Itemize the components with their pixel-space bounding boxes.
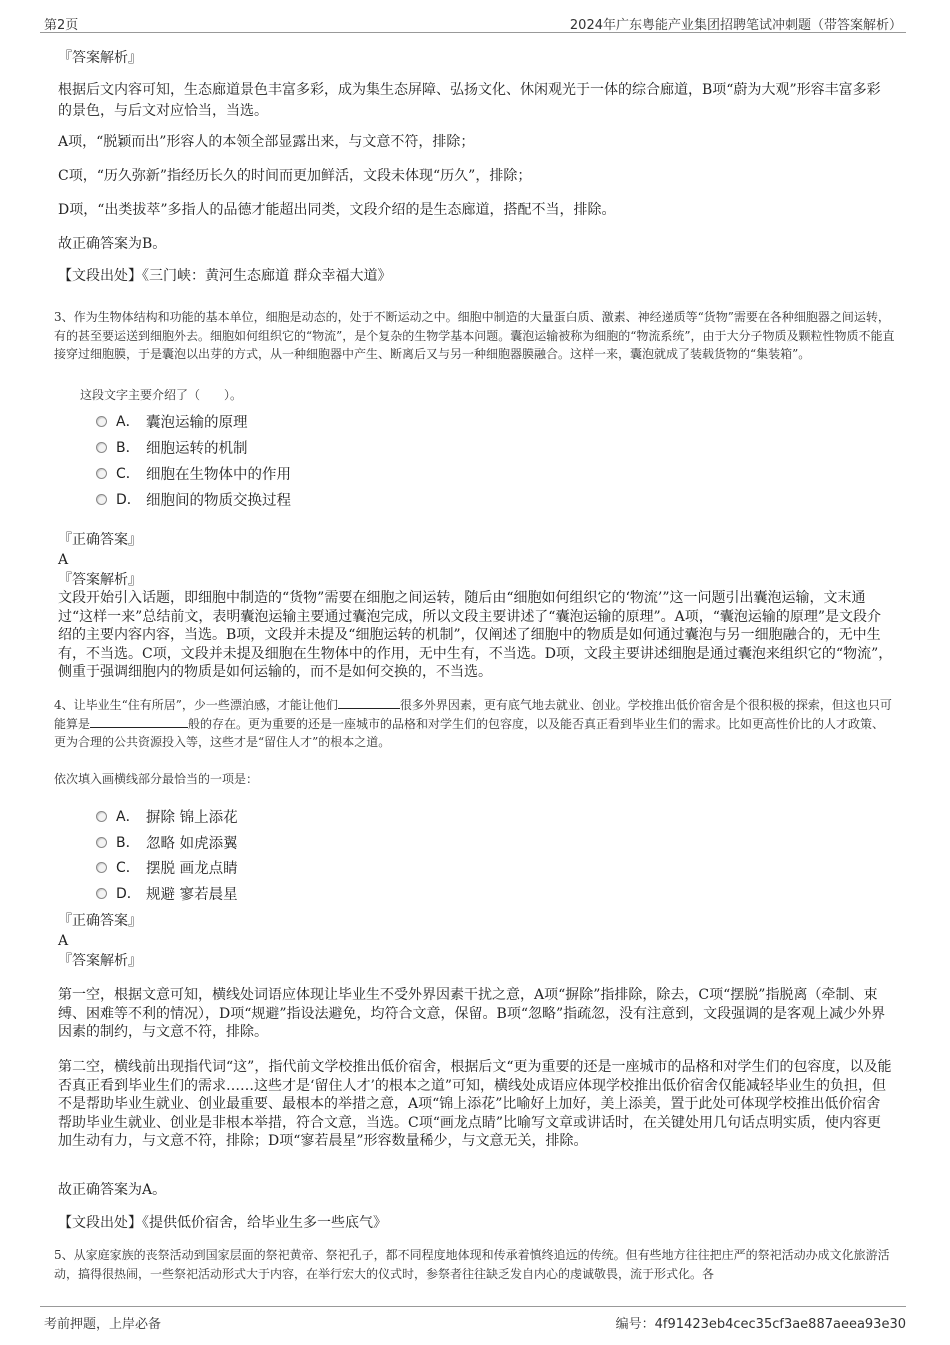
page-header — [40, 12, 906, 33]
q4-stem — [54, 696, 896, 752]
option-text: 细胞运转的机制 — [146, 440, 248, 457]
q4-option-c[interactable] — [96, 857, 238, 877]
q3-answer: A — [58, 552, 69, 568]
radio-icon[interactable] — [96, 888, 107, 899]
q2-conclusion: 故正确答案为B。 — [58, 236, 167, 252]
radio-icon[interactable] — [96, 468, 107, 479]
q4-option-b[interactable] — [96, 832, 238, 852]
document-code — [616, 1313, 906, 1332]
q2-analysis-p2: A项，“脱颖而出”形容人的本领全部显露出来，与文意不符，排除； — [58, 134, 475, 150]
page-number: 第2页 — [44, 18, 79, 33]
radio-icon[interactable] — [96, 837, 107, 848]
q3-question: 这段文字主要介绍了（ ）。 — [80, 388, 243, 402]
radio-icon[interactable] — [96, 494, 107, 505]
option-text: 摒除 锦上添花 — [146, 809, 238, 826]
option-text: 细胞间的物质交换过程 — [146, 492, 291, 509]
q2-analysis-label: 『答案解析』 — [58, 50, 142, 66]
q4-option-a[interactable] — [96, 806, 238, 826]
option-key: D． — [116, 492, 141, 508]
option-key: C． — [116, 860, 140, 876]
q4-analysis-p2: 第二空，横线前出现指代词“这”，指代前文学校推出低价宿舍，根据后文“更为重要的还是一座城市的品格和对学生们的包容度，以及能否真正看到毕业生们的需求……这些才是‘留住人才’的根本之道”可知，横线处成语应体现学校推出低价宿舍仅能减轻毕业生的负担，但不是帮助毕业生就业、创业最重要、最根本的举措之意，A项“锦上添花”比喻好上加好，美上添美，置于此处可体现学校推出低价宿舍帮助毕业生就业、创业是非根本举措，符合文意，当选。C项“画龙点睛”比喻写文章或讲话时，在关键处用几句话点明实质，使内容更加生动有力，与文意不符，排除；D项“寥若晨星”形容数量稀少，与文意无关，排除。 — [58, 1059, 892, 1150]
q3-stem: 3、作为生物体结构和功能的基本单位，细胞是动态的，处于不断运动之中。细胞中制造的大量蛋白质、激素、神经递质等“货物”需要在各种细胞器之间运转，有的甚至要运送到细胞外去。细胞如何组织它的“物流”，是个复杂的生物学基本问题。囊泡运输被称为细胞的“物流系统”，由于大分子物质及颗粒性物质不能直接穿过细胞膜，于是囊泡以出芽的方式，从一种细胞器中产生、断离后又与另一种细胞器膜融合。这样一来，囊泡就成了装载货物的“集装箱”。 — [54, 310, 895, 361]
footer-slogan: 考前押题，上岸必备 — [44, 1317, 162, 1332]
document-title: 2024年广东粤能产业集团招聘笔试冲刺题（带答案解析） — [569, 18, 902, 33]
q4-analysis-p1: 第一空，根据文意可知，横线处词语应体现让毕业生不受外界因素干扰之意，A项“摒除”指排除，除去，C项“摆脱”指脱离（牵制、束缚、困难等不利的情况），D项“规避”指设法避免，均符合文意，保留。B项“忽略”指疏忽，没有注意到，文段强调的是客观上减少外界因素的制约，与文意不符，排除。 — [58, 987, 886, 1041]
option-key: C． — [116, 466, 140, 482]
option-text: 细胞在生物体中的作用 — [146, 466, 291, 483]
q2-analysis-p4: D项，“出类拔萃”多指人的品德才能超出同类，文段介绍的是生态廊道，搭配不当，排除。 — [58, 202, 616, 218]
code-value: 4f91423eb4cec35cf3ae887aeea93e30 — [654, 1317, 906, 1332]
q3-analysis: 文段开始引入话题，即细胞中制造的“货物”需要在细胞之间运转，随后由“细胞如何组织它的‘物流’”这一问题引出囊泡运输，文末通过“这样一来”总结前文，表明囊泡运输主要通过囊泡完成，所以文段主要讲述了“囊泡运输的原理”。A项，“囊泡运输的原理”是文段介绍的主要内容内容，当选。B项，文段并未提及“细胞运转的机制”，仅阐述了细胞中的物质是如何通过囊泡与另一细胞融合的，无中生有，不当选。C项，文段并未提及细胞在生物体中的作用，无中生有，不当选。D项，文段主要讲述细胞是通过囊泡来组织它的“物流”，侧重于强调细胞内的物质是如何运输的，而不是如何交换的，不当选。 — [58, 590, 893, 681]
q4-question: 依次填入画横线部分最恰当的一项是： — [54, 772, 259, 786]
q3-option-b[interactable] — [96, 437, 248, 457]
q4-answer: A — [58, 933, 69, 949]
radio-icon[interactable] — [96, 862, 107, 873]
q3-analysis-label: 『答案解析』 — [58, 572, 142, 588]
q3-option-a[interactable] — [96, 411, 248, 431]
radio-icon[interactable] — [96, 811, 107, 822]
radio-icon[interactable] — [96, 416, 107, 427]
blank-2 — [90, 715, 188, 728]
page-footer — [40, 1306, 906, 1331]
option-key: A． — [116, 809, 140, 825]
q4-stem-part1: 4、让毕业生“住有所居”，少一些漂泊感，才能让他们 — [54, 698, 338, 712]
option-key: B． — [116, 440, 140, 456]
code-label: 编号： — [615, 1317, 655, 1332]
q3-option-d[interactable] — [96, 489, 291, 509]
q4-conclusion: 故正确答案为A。 — [58, 1182, 167, 1198]
option-text: 囊泡运输的原理 — [146, 414, 248, 431]
option-text: 摆脱 画龙点睛 — [146, 860, 238, 877]
blank-1 — [338, 696, 400, 709]
radio-icon[interactable] — [96, 442, 107, 453]
q4-stem-part3: 般的存在。更为重要的还是一座城市的品格和对学生们的包容度，以及能否真正看到毕业生们的需求。比如更高性价比的人才政策、更为合理的公共资源投入等，这些才是“留住人才”的根本之道。 — [54, 716, 885, 749]
q4-stem-part2: 很多外界因素，更有底气地去就业、创业。学校推出低价宿舍是个很积极的探索，但这也只可能算是 — [54, 698, 892, 731]
q4-analysis-label: 『答案解析』 — [58, 953, 142, 969]
q2-source: 【文段出处】《三门峡：黄河生态廊道 群众幸福大道》 — [58, 268, 392, 284]
q5-stem: 5、从家庭家族的丧祭活动到国家层面的祭祀黄帝、祭祀孔子，都不同程度地体现和传承着慎终追远的传统。但有些地方往往把庄严的祭祀活动办成文化旅游活动，搞得很热闹，一些祭祀活动形式大于内容，在举行宏大的仪式时，参祭者往往缺乏发自内心的虔诚敬畏，流于形式化。各 — [54, 1248, 890, 1281]
option-text: 忽略 如虎添翼 — [146, 835, 238, 852]
q3-answer-label: 『正确答案』 — [58, 532, 142, 548]
q3-option-c[interactable] — [96, 463, 291, 483]
q2-analysis-p3: C项，“历久弥新”指经历长久的时间而更加鲜活，文段未体现“历久”，排除； — [58, 168, 532, 184]
q2-analysis-p1: 根据后文内容可知，生态廊道景色丰富多彩，成为集生态屏障、弘扬文化、休闲观光于一体的综合廊道，B项“蔚为大观”形容丰富多彩的景色，与后文对应恰当，当选。 — [58, 82, 881, 119]
option-key: B． — [116, 835, 140, 851]
option-key: A． — [116, 414, 140, 430]
q4-source: 【文段出处】《提供低价宿舍，给毕业生多一些底气》 — [58, 1215, 387, 1231]
q4-answer-label: 『正确答案』 — [58, 913, 142, 929]
q4-option-d[interactable] — [96, 883, 238, 903]
option-key: D． — [116, 886, 141, 902]
option-text: 规避 寥若晨星 — [146, 886, 238, 903]
